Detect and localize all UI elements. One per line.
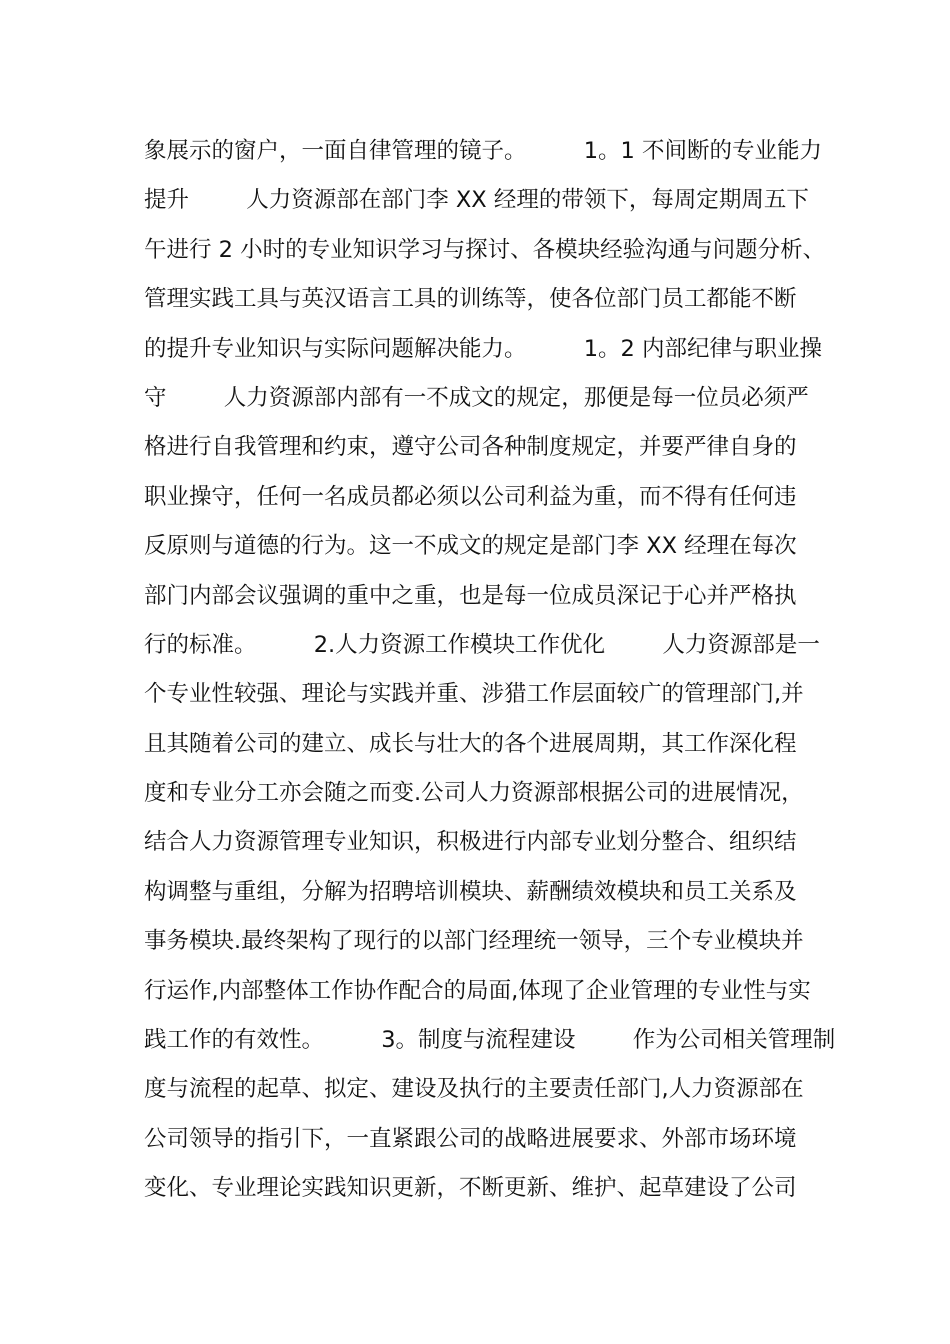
text-line: 反原则与道德的行为。这一不成文的规定是部门李 XX 经理在每次 — [144, 533, 797, 560]
text-line: 职业操守，任何一名成员都必须以公司利益为重，而不得有任何违 — [144, 483, 797, 510]
text-line: 度与流程的起草、拟定、建设及执行的主要责任部门,人力资源部在 — [144, 1076, 804, 1103]
text-line: 部门内部会议强调的重中之重，也是每一位成员深记于心并严格执 — [144, 582, 797, 609]
text-line: 守 人力资源部内部有一不成文的规定，那便是每一位员必须严 — [144, 384, 809, 411]
text-line: 变化、专业理论实践知识更新，不断更新、维护、起草建设了公司 — [144, 1175, 797, 1202]
text-line: 行的标准。 2.人力资源工作模块工作优化 人力资源部是一 — [144, 631, 820, 658]
text-line: 提升 人力资源部在部门李 XX 经理的带领下，每周定期周五下 — [144, 187, 809, 214]
text-line: 构调整与重组，分解为招聘培训模块、薪酬绩效模块和员工关系及 — [144, 878, 797, 905]
text-line: 践工作的有效性。 3。制度与流程建设 作为公司相关管理制 — [144, 1027, 836, 1054]
body-text — [144, 127, 836, 1214]
text-line: 度和专业分工亦会随之而变.公司人力资源部根据公司的进展情况， — [144, 780, 804, 807]
text-line: 个专业性较强、理论与实践并重、涉猎工作层面较广的管理部门,并 — [144, 681, 804, 708]
text-line: 行运作,内部整体工作协作配合的局面,体现了企业管理的专业性与实 — [144, 977, 811, 1004]
text-line: 且其随着公司的建立、成长与壮大的各个进展周期，其工作深化程 — [144, 730, 797, 757]
text-line: 格进行自我管理和约束，遵守公司各种制度规定，并要严律自身的 — [144, 434, 797, 461]
text-line: 午进行 2 小时的专业知识学习与探讨、各模块经验沟通与问题分析、 — [144, 236, 826, 263]
text-line: 象展示的窗户，一面自律管理的镜子。 1。1 不间断的专业能力 — [144, 138, 823, 164]
text-line: 公司领导的指引下，一直紧跟公司的战略进展要求、外部市场环境 — [144, 1125, 797, 1152]
text-line: 管理实践工具与英汉语言工具的训练等，使各位部门员工都能不断 — [144, 286, 797, 313]
text-line: 结合人力资源管理专业知识，积极进行内部专业划分整合、组织结 — [144, 829, 797, 856]
text-line: 事务模块.最终架构了现行的以部门经理统一领导，三个专业模块并 — [144, 928, 804, 955]
text-line: 的提升专业知识与实际问题解决能力。 1。2 内部纪律与职业操 — [144, 335, 823, 362]
